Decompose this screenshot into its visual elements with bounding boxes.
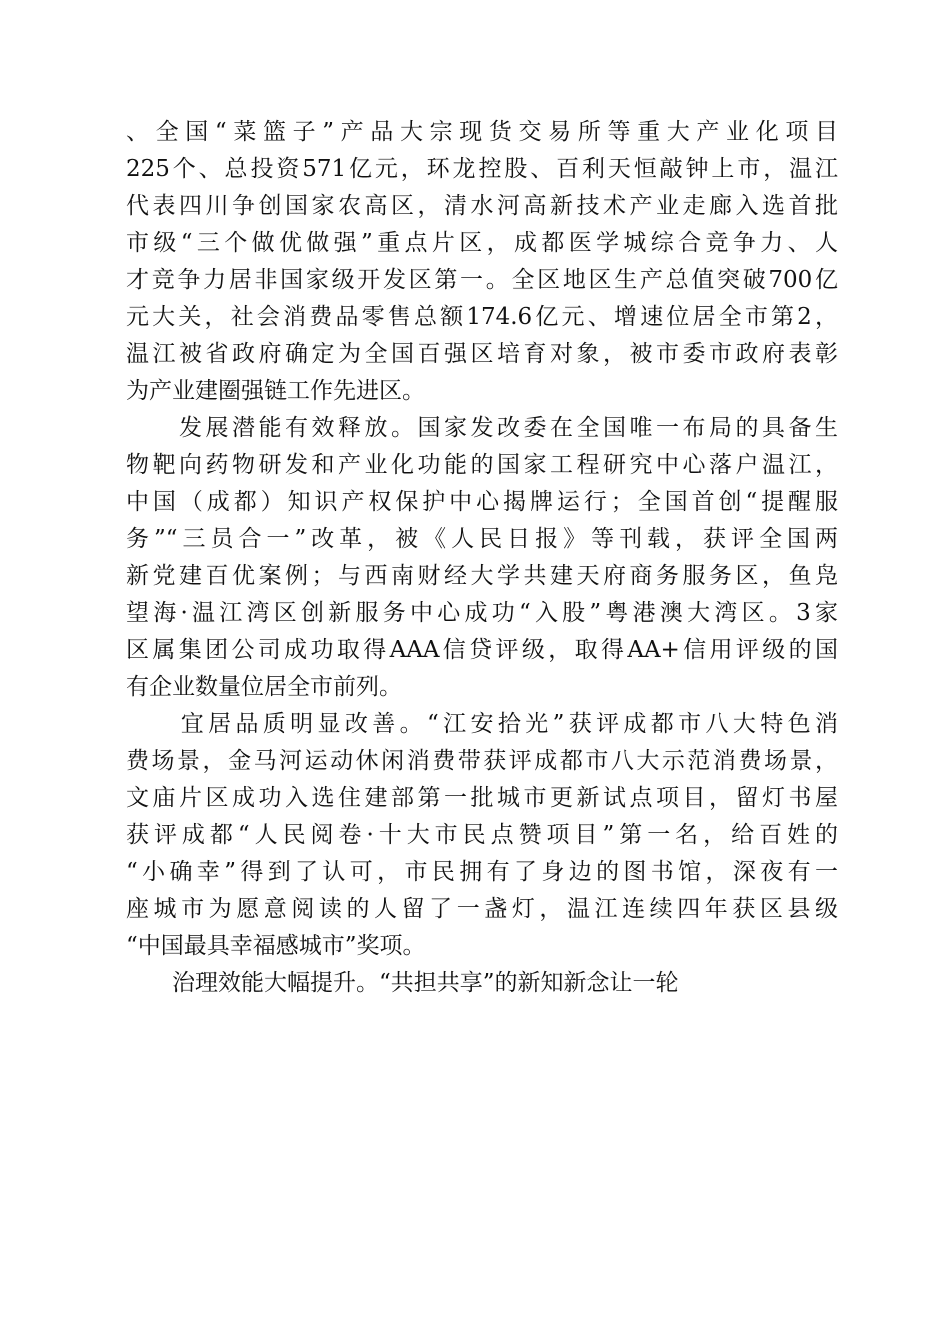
text-line: “中国最具幸福感城市”奖项。 <box>126 933 426 959</box>
text-line: 、全国“菜篮子”产品大宗现货交易所等重大产业化项目 <box>126 119 838 145</box>
text-line: 为产业建圈强链工作先进区。 <box>126 378 425 404</box>
text-line: 元大关，社会消费品零售总额174.6亿元、增速位居全市第2， <box>126 304 838 330</box>
text-line: 宜居品质明显改善。“江安拾光”获评成都市八大特色消 <box>126 711 838 737</box>
text-line: 发展潜能有效释放。国家发改委在全国唯一布局的具备生 <box>126 415 838 441</box>
text-line: 225个、总投资571亿元，环龙控股、百利天恒敲钟上市，温江 <box>126 156 838 182</box>
paragraph-livability <box>126 706 838 965</box>
text-line: 望海·温江湾区创新服务中心成功“入股”粤港澳大湾区。3家 <box>126 600 838 626</box>
paragraph-industry-projects <box>126 114 838 410</box>
text-line: 务”“三员合一”改革，被《人民日报》等刊载，获评全国两 <box>126 526 838 552</box>
text-line: 费场景，金马河运动休闲消费带获评成都市八大示范消费场景， <box>126 748 838 774</box>
text-line: 文庙片区成功入选住建部第一批城市更新试点项目，留灯书屋 <box>126 785 838 811</box>
text-line: 区属集团公司成功取得AAA信贷评级，取得AA+信用评级的国 <box>126 637 838 663</box>
text-line: 获评成都“人民阅卷·十大市民点赞项目”第一名，给百姓的 <box>126 822 838 848</box>
paragraph-development-potential <box>126 410 838 706</box>
text-line: 有企业数量位居全市前列。 <box>126 674 402 700</box>
body-text <box>126 114 838 1002</box>
text-line: 市级“三个做优做强”重点片区，成都医学城综合竞争力、人 <box>126 230 838 256</box>
paragraph-governance <box>126 965 838 1002</box>
text-line: “小确幸”得到了认可，市民拥有了身边的图书馆，深夜有一 <box>126 859 838 885</box>
text-line: 才竞争力居非国家级开发区第一。全区地区生产总值突破700亿 <box>126 267 838 293</box>
text-line: 物靶向药物研发和产业化功能的国家工程研究中心落户温江， <box>126 452 838 478</box>
text-line: 代表四川争创国家农高区，清水河高新技术产业走廊入选首批 <box>126 193 838 219</box>
text-line: 新党建百优案例；与西南财经大学共建天府商务服务区，鱼凫 <box>126 563 838 589</box>
text-line: 座城市为愿意阅读的人留了一盏灯，温江连续四年获区县级 <box>126 896 838 922</box>
text-line: 温江被省政府确定为全国百强区培育对象，被市委市政府表彰 <box>126 341 838 367</box>
text-line: 中国（成都）知识产权保护中心揭牌运行；全国首创“提醒服 <box>126 489 838 515</box>
text-line: 治理效能大幅提升。“共担共享”的新知新念让一轮 <box>126 970 679 996</box>
